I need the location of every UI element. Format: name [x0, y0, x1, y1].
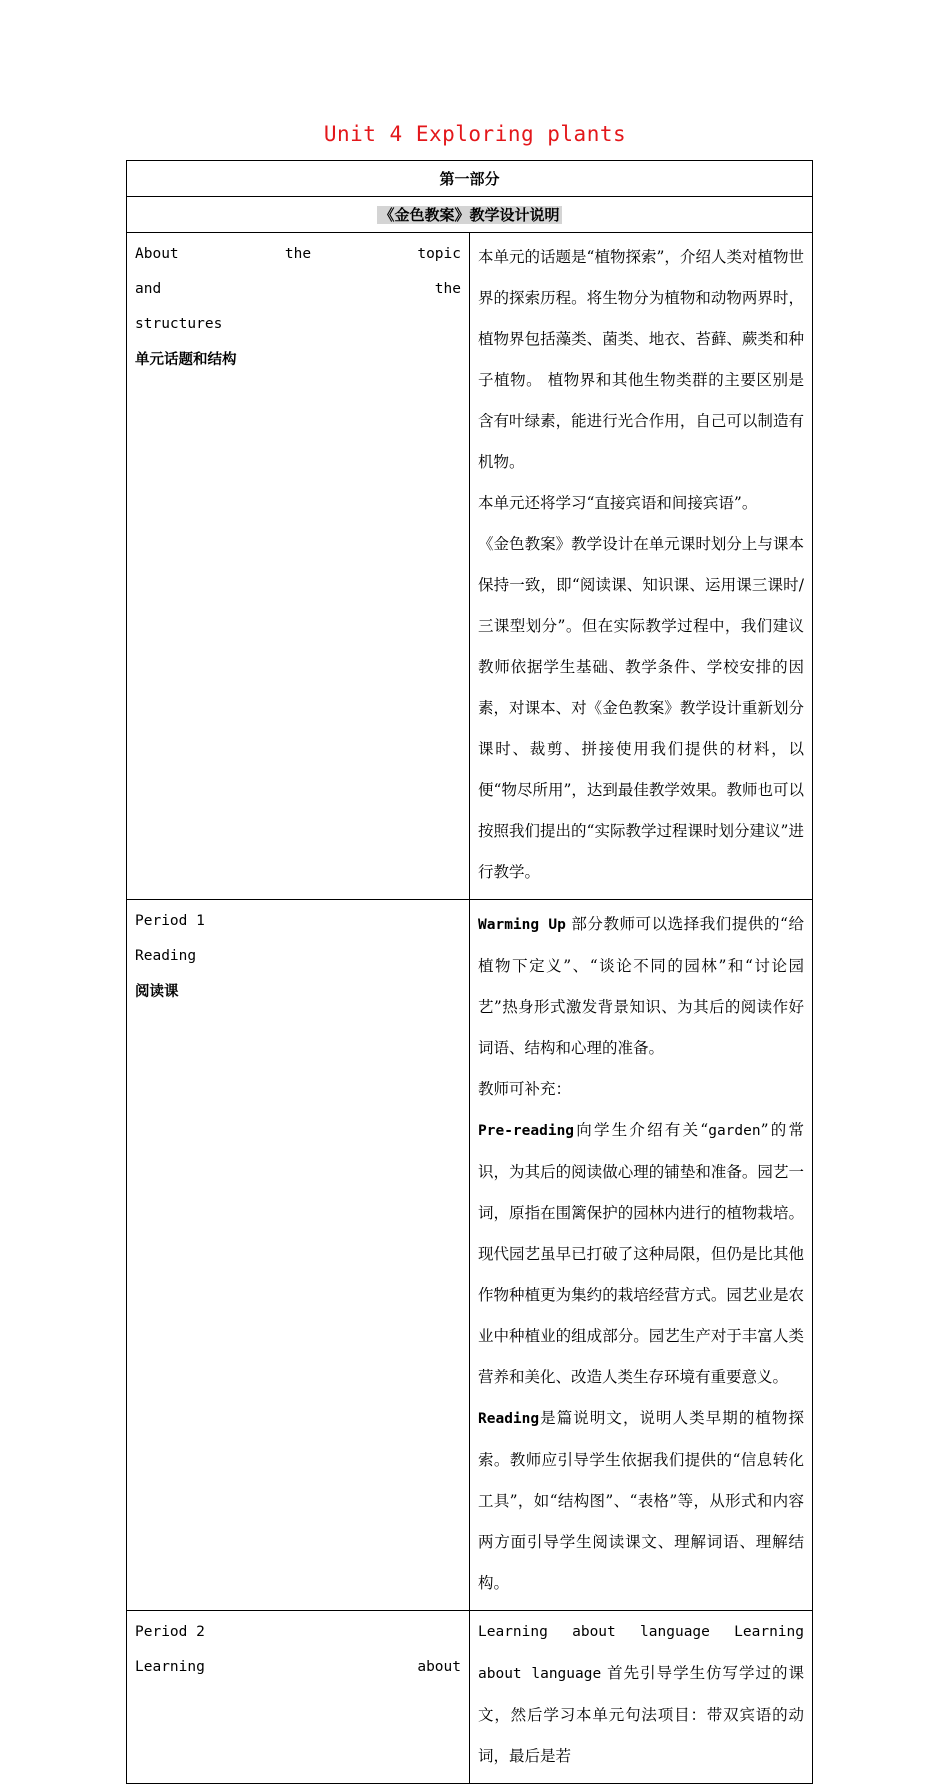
row-content-cell: [470, 233, 813, 900]
paragraph: 本单元的话题是“植物探索”，介绍人类对植物世界的探索历程。将生物分为植物和动物两界时，植物界包括藻类、菌类、地衣、苔藓、蕨类和种子植物。 植物界和其他生物类群的主要区别是含有叶绿素，能进行光合作用，自己可以制造有机物。: [478, 248, 804, 471]
row-content-cell: [470, 1611, 813, 1784]
design-heading-cell: [127, 197, 813, 233]
paragraph: [478, 1398, 804, 1604]
paragraph-text: 是篇说明文，说明人类早期的植物探索。教师应引导学生依据我们提供的“信息转化工具”，如“结构图”、“表格”等，从形式和内容两方面引导学生阅读课文、理解词语、理解结构。: [478, 1409, 804, 1592]
table-row-period-1: [127, 900, 813, 1611]
row-label-en: About the topic: [135, 246, 461, 262]
paragraph-lead: Reading: [478, 1411, 540, 1427]
row-label-cell: [127, 1611, 470, 1784]
row-label-en: structures: [135, 316, 223, 332]
paragraph-term: garden: [708, 1123, 761, 1139]
row-label-zh: 阅读课: [135, 984, 179, 1000]
row-label-en: Learning about: [135, 1659, 461, 1675]
paragraph: [478, 904, 804, 1069]
row-label-en: Period 2: [135, 1624, 205, 1640]
paragraph-text: 向学生介绍有关“: [574, 1121, 709, 1139]
paragraph: 《金色教案》教学设计在单元课时划分上与课本保持一致，即“阅读课、知识课、运用课三课时/三课型划分”。但在实际教学过程中，我们建议教师依据学生基础、教学条件、学校安排的因素，对课本、对《金色教案》教学设计重新划分课时、裁剪、拼接使用我们提供的材料，以便“物尽所用”，达到最佳教学效果。教师也可以按照我们提出的“实际教学过程课时划分建议”进行教学。: [478, 535, 804, 881]
paragraph-term: Learning about language Learning about language: [478, 1624, 804, 1682]
paragraph: [478, 1110, 804, 1398]
paragraph-lead: Pre-reading: [478, 1123, 575, 1139]
row-label-cell: [127, 900, 470, 1611]
document-title: Unit 4 Exploring plants: [323, 122, 627, 146]
paragraph: 本单元还将学习“直接宾语和间接宾语”。: [478, 494, 758, 512]
design-heading: 《金色教案》教学设计说明: [379, 206, 560, 224]
section-heading: 第一部分: [439, 170, 500, 188]
lesson-plan-table: [126, 160, 813, 1784]
table-row-period-2: [127, 1611, 813, 1784]
row-label-zh: 单元话题和结构: [135, 352, 237, 368]
section-heading-cell: [127, 161, 813, 197]
row-content-cell: [470, 900, 813, 1611]
paragraph: [478, 1611, 804, 1777]
row-label-en: and the: [135, 281, 461, 297]
paragraph-text: 部分教师可以选择我们提供的“给植物下定义”、“谈论不同的园林”和“讨论园艺”热身形式激发背景知识、为其后的阅读作好词语、结构和心理的准备。: [478, 915, 804, 1057]
paragraph-text: ”的常识，为其后的阅读做心理的铺垫和准备。园艺一词，原指在围篱保护的园林内进行的植物栽培。现代园艺虽早已打破了这种局限，但仍是比其他作物种植更为集约的栽培经营方式。园艺业是农业中种植业的组成部分。园艺生产对于丰富人类营养和美化、改造人类生存环境有重要意义。: [478, 1121, 804, 1386]
row-label-en: Reading: [135, 948, 197, 964]
paragraph-text: 首先引导学生仿写学过的课文，然后学习本单元句法项目：带双宾语的动词，最后是若: [478, 1664, 805, 1765]
row-label-cell: [127, 233, 470, 900]
paragraph-lead: Warming Up: [478, 917, 566, 933]
table-row-topic: [127, 233, 813, 900]
row-label-en: Period 1: [135, 913, 205, 929]
paragraph: 教师可补充：: [478, 1080, 572, 1098]
